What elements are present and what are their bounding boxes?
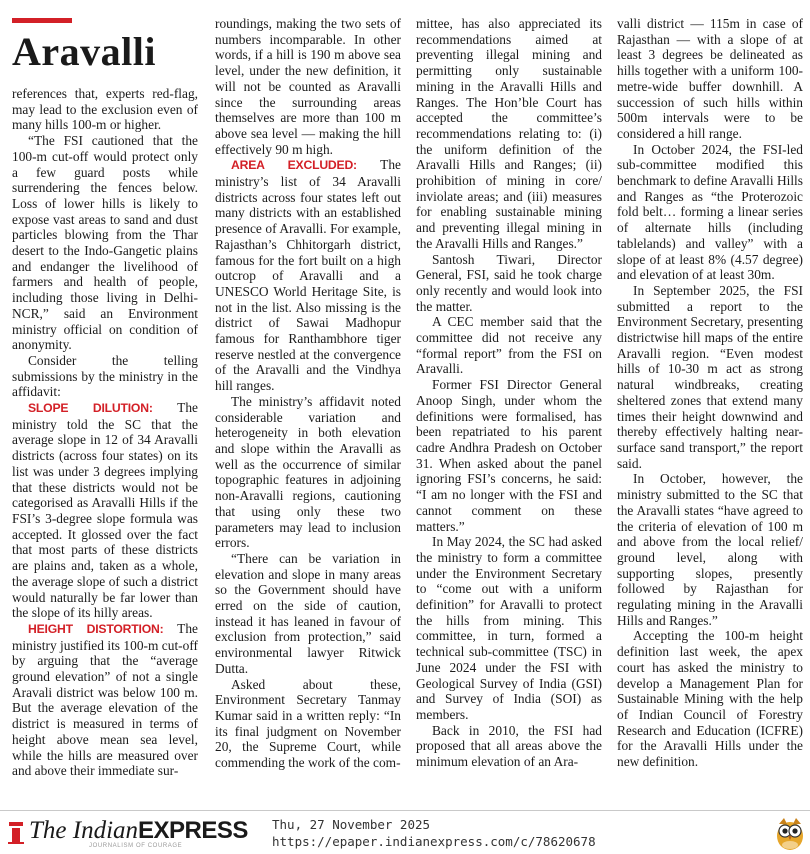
paragraph: “There can be variation in elevation and slope in many areas so the Government should have erred on the side of caution, instead it has leaned in favour of exclusion from protection,” said environmental lawyer Ritwick Dutta. <box>215 550 401 676</box>
paragraph: Santosh Tiwari, Director General, FSI, said he took charge only recently and would look into the matter. <box>416 251 602 314</box>
owl-icon[interactable] <box>774 815 806 851</box>
logo-wordmark: The IndianEXPRESS <box>29 817 248 844</box>
paragraph: Accepting the 100-m height definition last week, the apex court has asked the ministry to develop a Management Plan for Sustainable Mining with the help of Indian Council of Forestry Research and Education (ICFRE) for the Aravalli Hills under the new definition. <box>617 628 803 770</box>
area-excluded-subhead: AREA EXCLUDED: <box>231 158 357 173</box>
paragraph: references that, experts red-flag, may lead to the exclusion even of many hills 100-m or higher. <box>12 86 198 133</box>
paragraph: In May 2024, the SC had asked the ministry to form a committee under the Environment Secretary to “come out with a uniform definition” for Aravalli to protect the hills from mining. This committee, in turn, formed a technical sub-committee (TSC) in June 2024 under the FSI with Geological Survey of India (GSI) and Survey of India (SOI) as members. <box>416 534 602 722</box>
logo-tagline: JOURNALISM OF COURAGE <box>89 843 183 849</box>
section-accent-bar <box>12 18 72 23</box>
article-column-3 <box>416 16 602 770</box>
paragraph: The ministry’s affidavit noted considerable variation and heterogeneity in both elevation and slope within the Aravalli as well as the occurrence of similar topographic features in adjoining non-Aravalli regions, cautioning that using only these two parameters may lead to inclusion errors. <box>215 393 401 551</box>
article-column-4 <box>617 16 803 770</box>
paragraph-slope-dilution <box>12 400 198 621</box>
publication-logo[interactable] <box>6 818 248 849</box>
paragraph: In September 2025, the FSI submitted a report to the Environment Secretary, presenting districtwise hill maps of the entire Aravalli region. “Even modest hills of 10-30 m act as strong natural windbreaks, creating sheltered zones that extend many times their height downwind and thereby effectively halting near-surface sand transport,” the report said. <box>617 282 803 471</box>
article-headline: Aravalli <box>12 29 156 74</box>
slope-dilution-subhead: SLOPE DILUTION: <box>28 401 153 416</box>
height-distortion-text: The ministry justified its 100-m cut-off by arguing that the “average ground elevation” of not a single Aravali district was below 100 m. But the average elevation of the district is measured in terms of height above mean sea level, while the hills are measured over and above their immediate sur- <box>12 620 198 779</box>
paragraph: Asked about these, Environment Secretary Tanmay Kumar said in a written reply: “In its final judgment on November 20, the Supreme Court, while commending the work of the com- <box>215 676 401 771</box>
height-distortion-subhead: HEIGHT DISTORTION: <box>28 621 164 636</box>
paragraph: roundings, making the two sets of numbers incomparable. In other words, if a hill is 190 m above sea level, under the new definition, it will not be counted as Aravalli since the surrounding areas themselves are more than 100 m above sea level — making the hill effectively 90 m high. <box>215 16 401 157</box>
article-column-1 <box>12 86 198 779</box>
epaper-footer <box>0 810 810 854</box>
paragraph: mittee, has also appreciated its recommendations aimed at preventing illegal mining and permitting only sustainable mining in the Aravalli Hills and Ranges. The Hon’ble Court has accepted the committee’s recommendations relating to: (i) the uniform definition of the Aravalli Hills and Ranges; (ii) prohibition of mining in core/ inviolate areas; and (iii) measures for enabling sustainable mining and preventing illegal mining in the Aravalli Hills and Ranges.” <box>416 16 602 251</box>
paragraph: Back in 2010, the FSI had proposed that all areas above the minimum elevation of an Ara- <box>416 722 602 770</box>
paragraph: valli district — 115m in case of Rajasthan — with a slope of at least 3 degrees be delineated as hills together with a uniform 100-metre-wide buffer downhill. A succession of such hills within 500m intervals were to be considered a hill range. <box>617 16 803 141</box>
paragraph: “The FSI cautioned that the 100-m cut-off would protect only a few guard posts while surrendering the fences below. Loss of lower hills is likely to expose vast areas to sand and dust particles blowing from the Thar desert to the Indo-Gangetic plains and endanger the livelihood of farmers and health of people, including those living in Delhi-NCR,” said an Environment ministry official on condition of anonymity. <box>12 133 198 353</box>
paragraph: Consider the telling submissions by the ministry in the affidavit: <box>12 352 198 400</box>
article-column-2 <box>215 16 401 771</box>
edition-meta <box>272 816 596 850</box>
paragraph: A CEC member said that the committee did not receive any “formal report” from the FSI on Aravalli. <box>416 314 602 377</box>
paragraph: Former FSI Director General Anoop Singh, under whom the definitions were formalised, has been repatriated to his parent cadre Andhra Pradesh on October 31. When asked about the panel ignoring FSI’s concerns, he said: “I am no longer with the FSI and cannot comment on these matters.” <box>416 377 602 534</box>
paragraph-area-excluded <box>215 157 401 394</box>
paragraph: In October 2024, the FSI-led sub-committee modified this benchmark to define Aravalli Hills and Ranges as “the Proterozoic fold belt… forming a linear series of alternate hills (including tablelands) and valley” with a slope of at least 8% (4.57 degree) and elevation of at least 30m. <box>617 141 803 283</box>
paragraph: In October, however, the ministry submitted to the SC that the Aravalli states “have agreed to the criteria of elevation of 100 m and above from the local relief/ ground level, along with supporting slopes, presently followed by Rajasthan for regulating mining in the Aravalli Hills and Ranges.” <box>617 471 803 628</box>
indian-express-logo-icon <box>6 820 26 844</box>
edition-date: Thu, 27 November 2025 <box>272 817 431 832</box>
paragraph-height-distortion <box>12 621 198 779</box>
epaper-url[interactable]: https://epaper.indianexpress.com/c/78620678 <box>272 834 596 849</box>
area-excluded-text: The ministry’s list of 34 Aravalli districts across four states left out many districts with an established presence of Aravalli. For example, Rajasthan’s Chhitorgarh district, famous for the fort built on a high outcrop of Aravalli and a UNESCO World Heritage Site, is not in the list. Also missing is the district of Sawai Madhopur famous for Ranthambhore tiger reserve nestled at the convergence of the Aravalli and the Vindhya hill ranges. <box>215 157 401 394</box>
slope-dilution-text: The ministry told the SC that the average slope in 12 of 34 Aravalli districts (across four states) on its list was under 3 degrees implying that these districts would not be categorised as Aravalli Hills if the FSI’s 3-degree slope formula was accepted. It glossed over the fact that most parts of these districts are plains and, taken as a whole, the average slope of such a district would naturally be far lower than the slope of its hilly areas. <box>12 400 198 621</box>
